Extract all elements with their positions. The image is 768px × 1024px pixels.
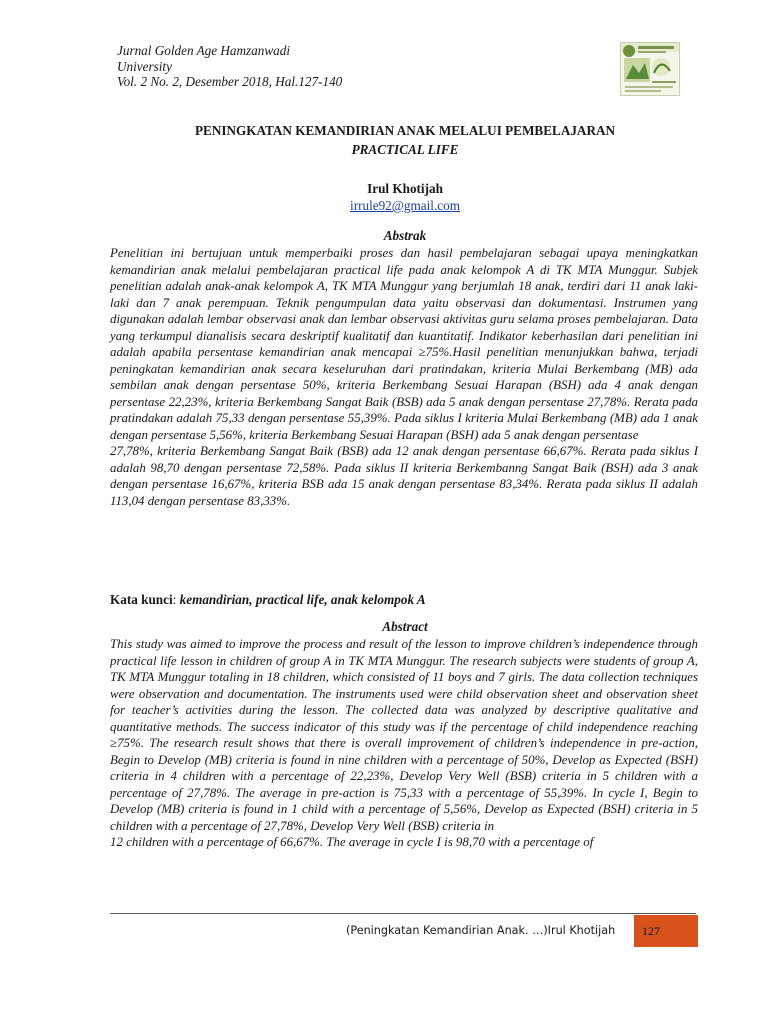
abstract-paragraph: This study was aimed to improve the process and result of the lesson to improve children’s independence through practical life lesson in children of group A in TK MTA Munggur. The research subjects were students of group A, TK MTA Munggur totaling in 18 children, which consisted of 11 boys and 7 girls. The data collection techniques were observation and documentation. The instruments used were child observation sheet and observation sheet for teacher’s activities during the lesson. The collected data was analyzed by descriptive qualitative and quantitative methods. The success indicator of this study was if the percentage of child independence reaching ≥75%. The research result shows that there is overall improvement of children’s independence in pre-action, Begin to Develop (MB) criteria is found in nine children with a percentage of 50%, Develop as Expected (BSH) criteria in 4 children with a percentage of 22,23%, Develop Very Well (BSB) criteria in 5 children with a percentage of 27,78%. The average in pre-action is 75,33 with a percentage of 55,39%. In cycle I, Begin to Develop (MB) criteria is found in 1 child with a percentage of 5,56%, Develop as Expected (BSH) criteria in 5 children with a percentage of 27,78%, Develop Very Well (BSB) criteria in (110, 637, 698, 833)
abstrak-paragraph: 27,78%, kriteria Berkembang Sangat Baik (BSB) ada 12 anak dengan persentase 66,67%. Rerata pada siklus I adalah 98,70 dengan persentase 72,58%. Pada siklus II kriteria Berkembanng Sangat Baik (BSH) ada 3 anak dengan persentase 16,67%, kriteria BSB ada 15 anak dengan persentase 83,34%. Rerata pada siklus II adalah 113,04 dengan persentase 83,33%. (110, 444, 698, 508)
journal-info (117, 43, 437, 90)
journal-cover-icon (620, 42, 680, 96)
keywords (110, 592, 698, 608)
author-email-link[interactable]: irrule92@gmail.com (350, 198, 460, 213)
journal-name-cont: University (117, 58, 172, 74)
title-line: PENINGKATAN KEMANDIRIAN ANAK MELALUI PEMBELAJARAN (194, 123, 616, 138)
abstract-heading: Abstract (382, 619, 428, 634)
running-title: (Peningkatan Kemandirian Anak. …)Irul Khotijah (346, 924, 616, 937)
footer-divider (110, 913, 696, 914)
title-line-italic: PRACTICAL LIFE (351, 142, 459, 157)
keywords-values: kemandirian, practical life, anak kelompok A (179, 592, 426, 607)
abstract-paragraph: 12 children with a percentage of 66,67%. The average in cycle I is 98,70 with a percentage of (110, 835, 594, 849)
article-title (110, 121, 700, 159)
keywords-label: Kata kunci (110, 592, 173, 607)
abstrak-body (110, 245, 698, 509)
abstract-body (110, 636, 698, 851)
author-name: Irul Khotijah (367, 181, 443, 196)
journal-name: Jurnal Golden Age Hamzanwadi (117, 43, 291, 58)
keywords-separator: : (172, 592, 180, 607)
journal-volume: Vol. 2 No. 2, Desember 2018, Hal.127-140 (117, 74, 343, 89)
abstrak-paragraph: Penelitian ini bertujuan untuk memperbaiki proses dan hasil pembelajaran sebagai upaya meningkatkan kemandirian anak melalui pembelajaran practical life pada anak kelompok A di TK MTA Munggur. Subjek penelitian adalah anak-anak kelompok A, TK MTA Munggur yang berjumlah 18 anak, terdiri dari 11 anak laki-laki dan 7 anak perempuan. Teknik pengumpulan data yaitu observasi dan dokumentasi. Instrumen yang digunakan adalah lembar observasi anak dan lembar observasi aktivitas guru selama proses pembelajaran. Data yang terkumpul dianalisis secara deskriptif kualitatif dan kuantitatif. Indikator keberhasilan dari penelitian ini adalah apabila persentase kemandirian anak mencapai ≥75%.Hasil penelitian menunjukkan bahwa, terjadi peningkatan kemandirian anak secara keseluruhan dari pratindakan, kriteria Mulai Berkembang (MB) ada sembilan anak dengan persentase 50%, kriteria Berkembang Sesuai Harapan (BSH) ada 4 anak dengan persentase 22,23%, kriteria Berkembang Sangat Baik (BSB) ada 5 anak dengan persentase 27,78%. Rerata pada pratindakan adalah 75,33 dengan persentase 55,39%. Pada siklus I kriteria Mulai Berkembang (MB) ada 1 anak dengan persentase 5,56%, kriteria Berkembang Sesuai Harapan (BSH) ada 5 anak dengan persentase (110, 246, 698, 442)
page-number-badge (634, 915, 698, 947)
page-number: 127 (642, 924, 660, 938)
abstrak-heading: Abstrak (383, 228, 427, 243)
author-block (110, 180, 700, 214)
